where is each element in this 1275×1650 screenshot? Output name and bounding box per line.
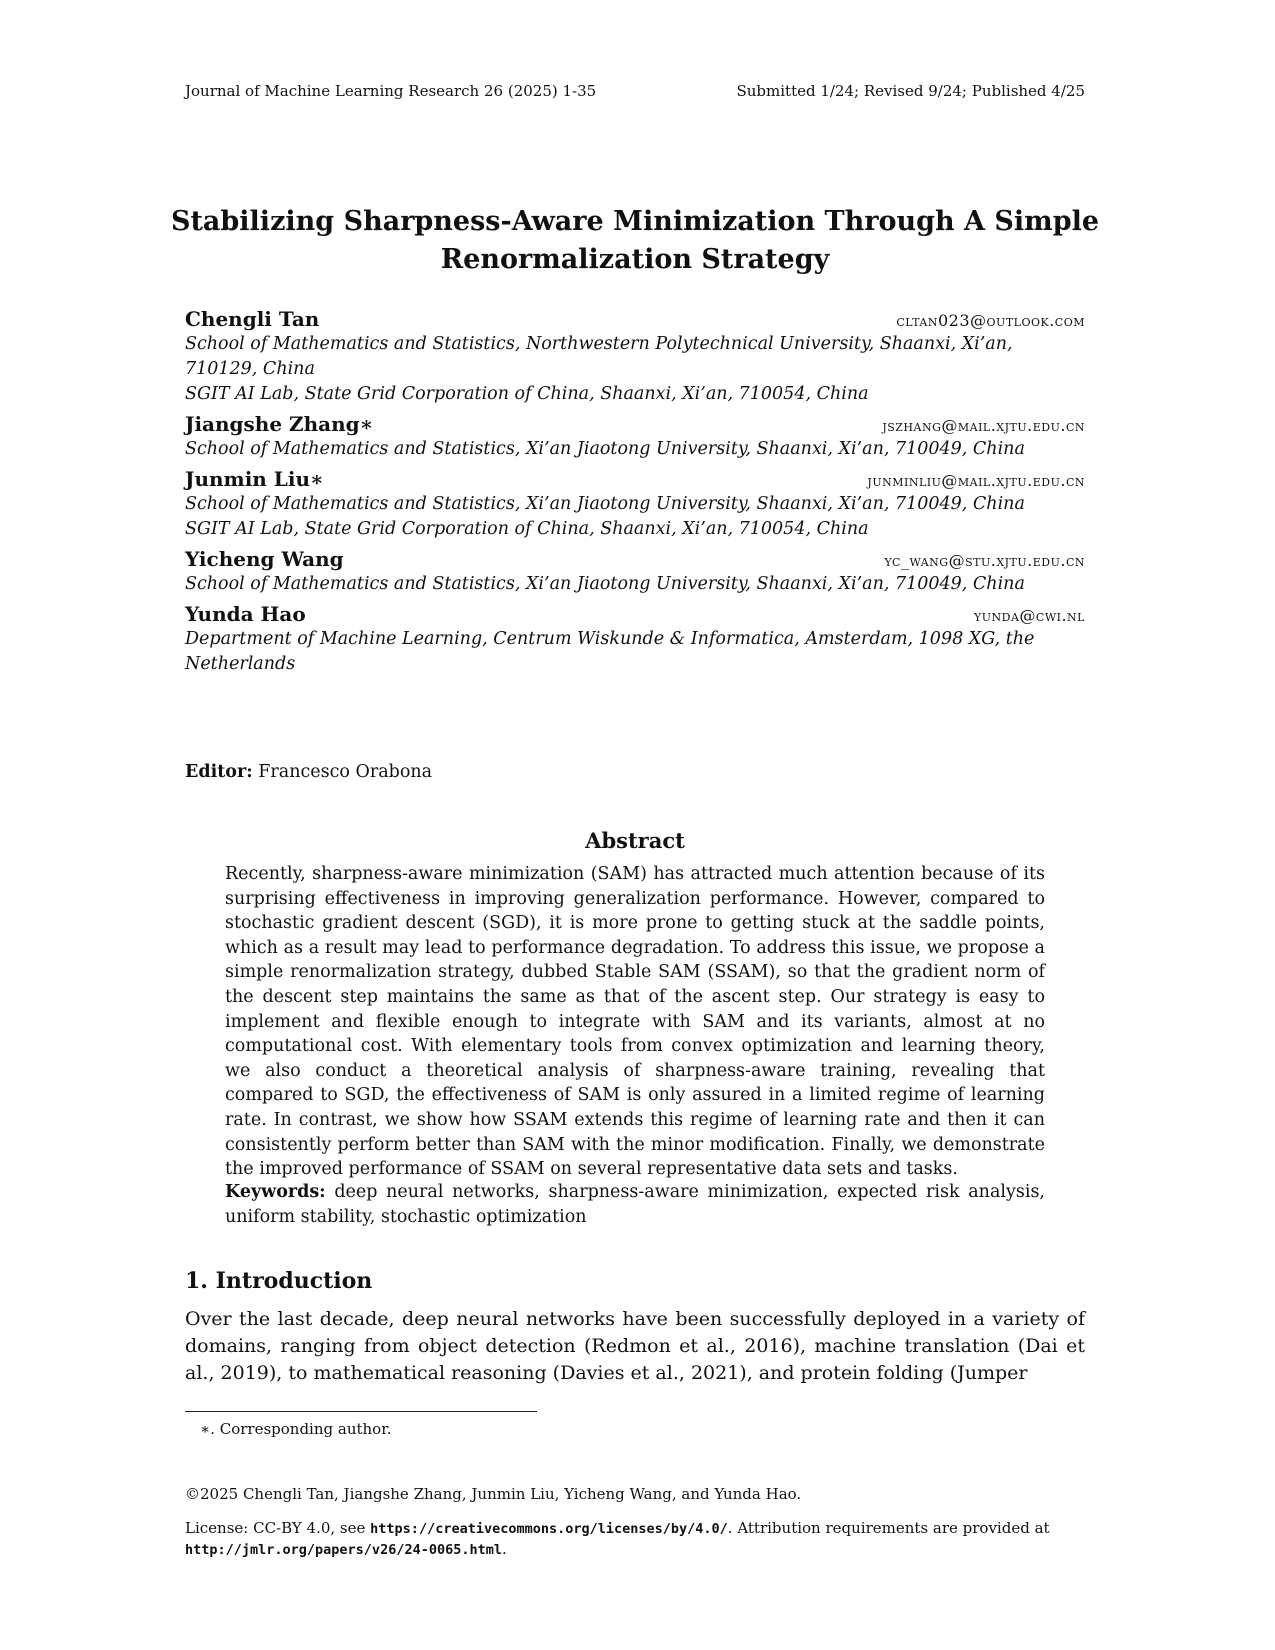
editor-line (185, 762, 432, 782)
author-name: Chengli Tan (185, 307, 320, 331)
author-email[interactable]: junminliu@mail.xjtu.edu.cn (867, 471, 1085, 490)
author-affiliation: School of Mathematics and Statistics, Xi’an Jiaotong University, Shaanxi, Xi’an, 710049, China (185, 494, 1025, 514)
running-head (185, 82, 1085, 100)
license-notice (185, 1518, 1085, 1560)
section-text: Over the last decade, deep neural networks have been successfully deployed in a variety of domains, ranging from object detection (Redmon et al., 2016), machine translation (Dai et al., 2019), to mathematical reasoning (Davies et al., 2021), and protein folding (Jumper (185, 1308, 1085, 1384)
editor-label: Editor: (185, 762, 253, 782)
copyright-notice: ©2025 Chengli Tan, Jiangshe Zhang, Junmin Liu, Yicheng Wang, and Yunda Hao. (185, 1485, 802, 1503)
keywords (225, 1180, 1045, 1229)
section-heading: 1. Introduction (185, 1268, 373, 1294)
author-name: Junmin Liu∗ (185, 467, 324, 491)
keywords-text: deep neural networks, sharpness-aware minimization, expected risk analysis, uniform stability, stochastic optimization (225, 1182, 1045, 1227)
author-list (185, 306, 1085, 681)
abstract-heading: Abstract (585, 828, 685, 853)
author-affiliation: Department of Machine Learning, Centrum Wiskunde & Informatica, Amsterdam, 1098 XG, the Netherlands (185, 629, 1035, 674)
license-link[interactable]: https://creativecommons.org/licenses/by/4.0/ (370, 1521, 728, 1537)
footnote-rule (185, 1411, 537, 1412)
footnote: ∗. Corresponding author. (200, 1420, 392, 1438)
license-text: . Attribution requirements are provided at (727, 1519, 1050, 1537)
author-email[interactable]: yunda@cwi.nl (973, 606, 1085, 625)
author-affiliation: SGIT AI Lab, State Grid Corporation of China, Shaanxi, Xi’an, 710054, China (185, 384, 869, 404)
title-line-1: Stabilizing Sharpness-Aware Minimization Through A Simple (170, 206, 1100, 237)
author-block (185, 411, 1085, 462)
paper-title (130, 203, 1140, 279)
author-block (185, 546, 1085, 597)
paper-link[interactable]: http://jmlr.org/papers/v26/24-0065.html (185, 1542, 502, 1558)
author-affiliation: SGIT AI Lab, State Grid Corporation of China, Shaanxi, Xi’an, 710054, China (185, 519, 869, 539)
license-text: . (501, 1540, 507, 1558)
author-block (185, 306, 1085, 407)
keywords-label: Keywords: (225, 1182, 326, 1202)
author-name: Jiangshe Zhang∗ (185, 412, 374, 436)
journal-citation: Journal of Machine Learning Research 26 (2025) 1-35 (185, 82, 597, 100)
author-name: Yunda Hao (185, 602, 306, 626)
editor-name: Francesco Orabona (258, 762, 433, 782)
submission-dates: Submitted 1/24; Revised 9/24; Published 4/25 (736, 82, 1085, 100)
author-block (185, 601, 1085, 677)
author-block (185, 466, 1085, 542)
author-affiliation: School of Mathematics and Statistics, Xi’an Jiaotong University, Shaanxi, Xi’an, 710049, China (185, 574, 1025, 594)
author-email[interactable]: cltan023@outlook.com (896, 311, 1085, 330)
author-affiliation: School of Mathematics and Statistics, Northwestern Polytechnical University, Shaanxi, Xi’an, 710129, China (185, 334, 1013, 379)
author-affiliation: School of Mathematics and Statistics, Xi’an Jiaotong University, Shaanxi, Xi’an, 710049, China (185, 439, 1025, 459)
author-email[interactable]: yc_wang@stu.xjtu.edu.cn (884, 551, 1085, 570)
title-line-2: Renormalization Strategy (440, 244, 830, 275)
abstract-text: Recently, sharpness-aware minimization (SAM) has attracted much attention because of its surprising effectiveness in improving generalization performance. However, compared to stochastic gradient descent (SGD), it is more prone to getting stuck at the saddle points, which as a result may lead to performance degradation. To address this issue, we propose a simple renormalization strategy, dubbed Stable SAM (SSAM), so that the gradient norm of the descent step maintains the same as that of the ascent step. Our strategy is easy to implement and flexible enough to integrate with SAM and its variants, almost at no computational cost. With elementary tools from convex optimization and learning theory, we also conduct a theoretical analysis of sharpness-aware training, revealing that compared to SGD, the effectiveness of SAM is only assured in a limited regime of learning rate. In contrast, we show how SSAM extends this regime of learning rate and then it can consistently perform better than SAM with the minor modification. Finally, we demonstrate the improved performance of SSAM on several representative data sets and tasks. (225, 864, 1045, 1180)
author-name: Yicheng Wang (185, 547, 344, 571)
author-email[interactable]: jszhang@mail.xjtu.edu.cn (882, 416, 1085, 435)
license-text: License: CC-BY 4.0, see (185, 1519, 366, 1537)
